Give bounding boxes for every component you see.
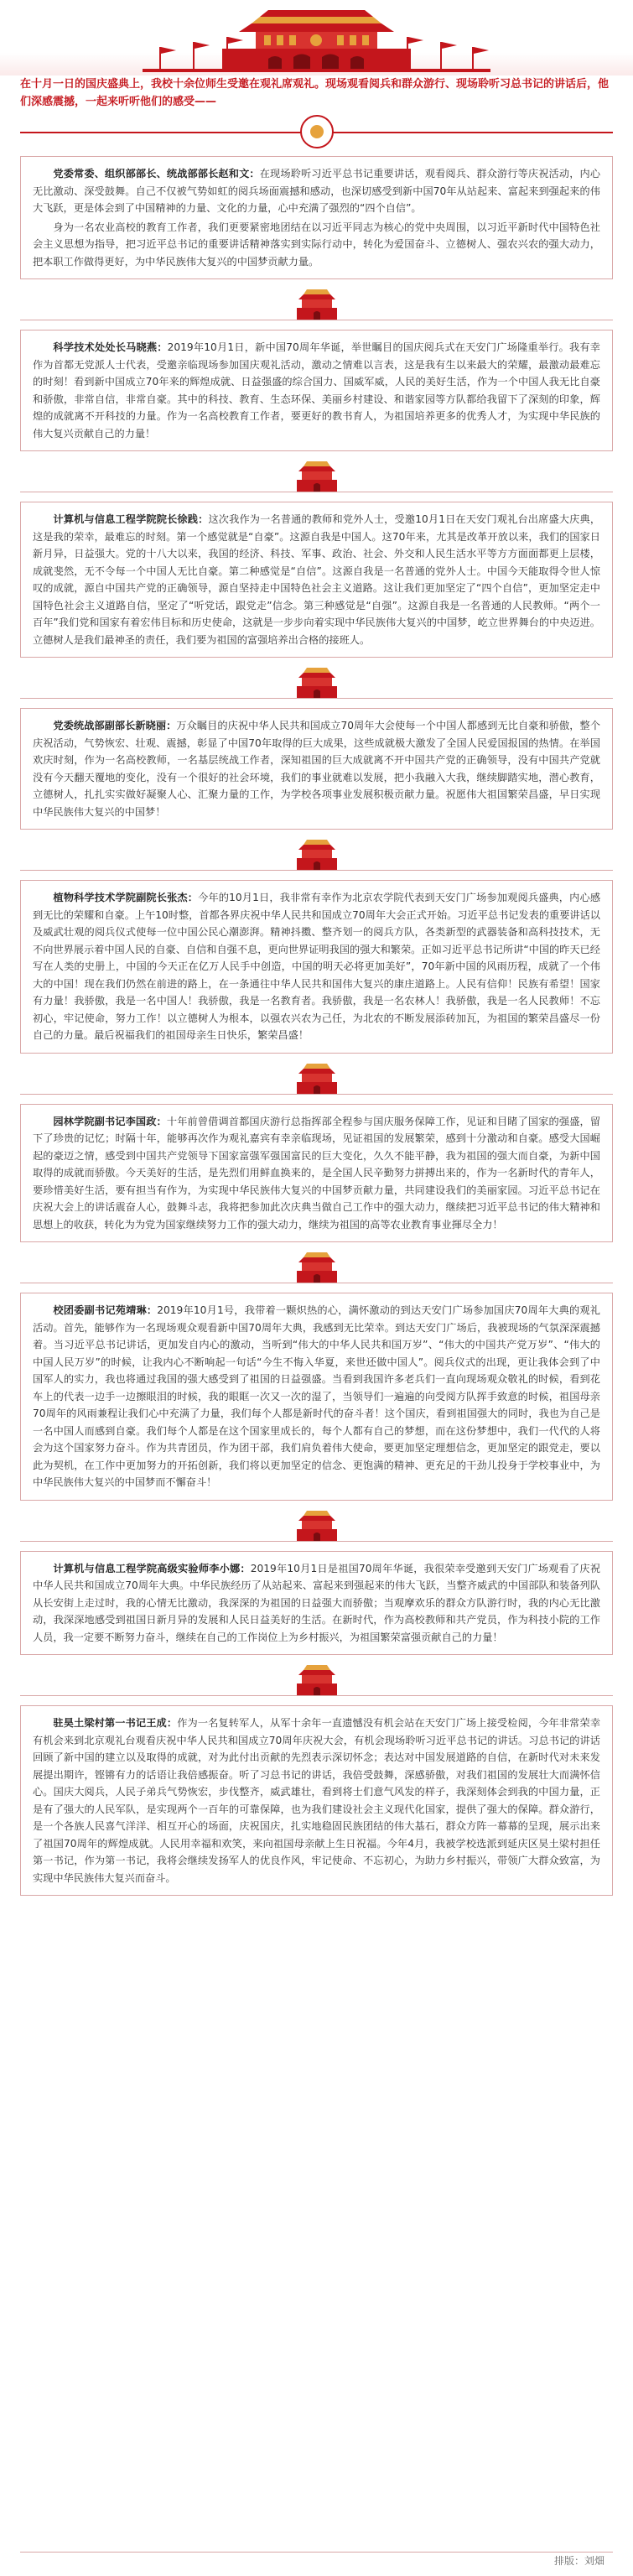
speech-paragraph xyxy=(33,1560,600,1647)
speeches-list xyxy=(0,153,633,1896)
paragraph-text: 在现场聆听习近平总书记重要讲话，观看阅兵、群众游行等庆祝活动，内心无比激动、深受鼓舞。自己不仅被气势如虹的阅兵场面震撼和感动，也深切感受到新中国70年从站起来、富起来到强起来的伟大飞跃，更是体会到了中国精神的力量、文化的力量，心中充满了强烈的“四个自信”。 xyxy=(33,168,601,214)
speech-card xyxy=(20,330,613,451)
paragraph-text: 身为一名农业高校的教育工作者，我们更要紧密地团结在以习近平同志为核心的党中央周围，以习近平新时代中国特色社会主义思想为指导，把习近平总书记的重要讲话精神落实到实际行动中，转化为爱国奋斗、立德树人、强农兴农的强大动力，把本职工作做得更好，为中华民族伟大复兴的中国梦贡献力量。 xyxy=(33,221,600,268)
paragraph-text: 这次我作为一名普通的教师和党外人士，受邀10月1日在天安门观礼台出席盛大庆典，这是我的荣幸，最难忘的时刻。第一个感觉就是“自豪”。这源自我是中国人。这70年来，尤其是改革开放以来，我们的国家日新月异，日益强大。党的十八大以来，我国的经济、科技、军事、政治、社会、外交和人民生活水平等方方面面都更上层楼，成就斐然，无不令每一个中国人无比自豪。第二种感觉是“自信”。这源自我是一名普通的党外人士。中国今天能取得令世人惊叹的成就，源自中国共产党的正确领导，源自坚持走中国特色社会主义道路。这让我们更加坚定了“四个自信”，更加坚定走中国特色社会主义道路自信，坚定了“听党话，跟党走”信念。第三种感觉是“自强”。这源自我是一名普通的人民教师。“两个一百年”我们党和国家有着宏伟目标和历史使命，这就是一步步向着实现中华民族伟大复兴的中国梦，屹立世界舞台的中央迈进。立德树人是我们最神圣的责任，我们要为祖国的富强培养出合格的接班人。 xyxy=(33,513,601,646)
speaker-name: 驻昊土梁村第一书记王成： xyxy=(53,1717,178,1729)
speaker-name: 计算机与信息工程学院高级实验师李小娜： xyxy=(53,1562,251,1574)
medal-icon xyxy=(300,115,334,148)
paragraph-text: 2019年10月1日，新中国70周年华诞，举世瞩目的国庆阅兵式在天安门广场隆重举行。我有幸作为首都无党派人士代表，受邀亲临现场参加国庆观礼活动，激动之情难以言表，这是我有生以来最大的荣耀，最激动最难忘的时刻！看到新中国成立70年来的辉煌成就、日益强盛的综合国力、国威军威，人民的美好生活，作为一个中国人我无比自豪和骄傲，非常自信，非常自豪。其中的科技、教育、生态环保、美丽乡村建设、和谐家园等方队都给我留下了深刻的印象，辉煌的成就离不开科技的力量。作为一名高校教育工作者，要更好的教书育人，为祖国培养更多的优秀人才，为实现中华民族的伟大复兴贡献自己的力量！ xyxy=(33,341,600,440)
footer-line xyxy=(20,2552,613,2553)
speaker-name: 科学技术处处长马晓燕： xyxy=(53,341,168,353)
section-separator xyxy=(0,1242,633,1293)
speaker-name: 党委统战部副部长新晓丽： xyxy=(53,720,177,731)
speech-card xyxy=(20,1551,613,1656)
speech-card xyxy=(20,1104,613,1243)
speaker-name: 校团委副书记苑靖琳： xyxy=(53,1304,158,1316)
tiananmen-mini-icon xyxy=(292,286,342,323)
paragraph-text: 2019年10月1日是祖国70周年华诞，我很荣幸受邀到天安门广场观看了庆祝中华人民共和国成立70周年大典。中华民族经历了从站起来、富起来到强起来的伟大飞跃，当整齐威武的中国部队和装备列队从长安街上走过时，我的心情无比激动，我深深的为祖国的日益强大而骄傲；当观摩欢乐的群众方队游行时，我的内心无比激动，我深深地感受到祖国日新月异的发展和人民日益美好的生活。在新时代，作为高校教师和共产党员，作为科技小院的工作人员，我一定要不断努力奋斗，继续在自己的工作岗位上为乡村振兴，为祖国繁荣富强贡献自己的力量！ xyxy=(33,1562,601,1643)
tiananmen-mini-icon xyxy=(292,836,342,873)
tiananmen-mini-icon xyxy=(292,1249,342,1286)
speech-card xyxy=(20,502,613,658)
tiananmen-gate-icon xyxy=(143,5,490,72)
speech-card xyxy=(20,156,613,279)
section-separator xyxy=(0,658,633,708)
editor-credit: 排版：刘畑 xyxy=(553,2555,604,2567)
section-separator xyxy=(0,279,633,330)
tiananmen-mini-icon xyxy=(292,458,342,495)
section-separator xyxy=(0,1655,633,1705)
speech-paragraph xyxy=(33,339,600,442)
tiananmen-mini-icon xyxy=(292,1060,342,1097)
speech-paragraph xyxy=(33,219,600,271)
section-separator xyxy=(0,830,633,880)
speech-paragraph xyxy=(33,1715,600,1886)
speech-paragraph xyxy=(33,1302,600,1491)
tiananmen-banner xyxy=(0,0,633,75)
intro-divider xyxy=(20,111,613,153)
section-separator xyxy=(0,1501,633,1551)
speaker-name: 植物科学技术学院副院长张杰： xyxy=(53,892,199,903)
intro-paragraph: 在十月一日的国庆盛典上，我校十余位师生受邀在观礼席观礼。现场观看阅兵和群众游行、现场聆听习总书记的讲话后，他们深感震撼，一起来听听他们的感受—— xyxy=(20,78,610,108)
speaker-name: 园林学院副书记李国政： xyxy=(53,1115,167,1127)
paragraph-text: 作为一名复转军人，从军十余年一直遗憾没有机会站在天安门广场上接受检阅，今年非常荣幸有机会来到北京观礼台观看庆祝中华人民共和国成立70周年庆祝大会，有机会现场聆听习近平总书记的讲话。习总书记的讲话回顾了新中国的建立以及取得的成就，对为此付出贡献的先烈表示深切怀念；表达对中国发展道路的自信，在新时代对未来发展提出期许，铿锵有力的话语让我倍感振奋。听了习总书记的讲话，我倍受鼓舞，深感骄傲，对我们祖国的发展壮大而满怀信心。国庆大阅兵，人民子弟兵气势恢宏，步伐整齐，威武雄壮，看到将士们意气风发的样子，我深刻体会到我的中国力量，正是有了强大的人民军队，是实现两个一百年的可靠保障，也为我们建设社会主义现代化国家，提供了强大的保障。群众游行，是一个各族人民喜气洋洋、相互开心的场面，庆祝国庆，扎实地稳固民族团结的伟大基石，群众方阵一幕幕的呈现，展示出来了祖国70周年的辉煌成就。人民用幸福和欢笑，来向祖国母亲献上生日祝福。今年4月，我被学校选派到延庆区昊土梁村担任第一书记，作为第一书记，我将会继续发扬军人的优良作风，牢记使命、不忘初心，为助力乡村振兴，带领广大群众致富，为实现中华民族伟大复兴而奋斗。 xyxy=(33,1717,601,1884)
speaker-name: 党委常委、组织部部长、统战部部长赵和文： xyxy=(53,168,260,180)
paragraph-text: 今年的10月1日，我非常有幸作为北京农学院代表到天安门广场参加观阅兵盛典，内心感到无比的荣耀和自豪。上午10时整，首都各界庆祝中华人民共和国成立70周年大会正式开始。习近平总书记发表的重要讲话以及威武壮观的阅兵仪式使每一位中国公民心潮澎湃。精神抖擞、整齐划一的阅兵方队，各类新型的武器装备和高科技技术，无不向世界展示着中国人民的自豪、自信和自强不息，更向世界证明我国的强大和繁荣。正如习近平总书记所讲“中国的昨天已经写在人类的史册上，中国的今天正在亿万人民手中创造，中国的明天必将更加美好”，70年新中国的风雨历程，成就了一个伟大的中国！现在我们仍然在前进的路上，在一条通往中华人民共和国伟大复兴的康庄道路上。人民有信仰！民族有希望！国家有力量！我骄傲，我是一名中国人！我骄傲，我是一名教育者。我骄傲，我是一名农林人！我骄傲，我是一名人民教师！不忘初心，牢记使命，努力工作！以立德树人为根本，以强农兴农为己任，为北农的不断发展添砖加瓦，为祖国的繁荣昌盛尽一份自己的力量。最后祝福我们的祖国母亲生日快乐，繁荣昌盛！ xyxy=(33,892,601,1041)
section-separator xyxy=(0,451,633,502)
speech-card xyxy=(20,1705,613,1896)
speech-card xyxy=(20,880,613,1054)
speaker-name: 计算机与信息工程学院院长徐践： xyxy=(53,513,209,525)
speech-paragraph xyxy=(33,717,600,820)
tiananmen-mini-icon xyxy=(292,1507,342,1544)
paragraph-text: 2019年10月1号，我带着一颗炽热的心，满怀激动的到达天安门广场参加国庆70周年大典的观礼活动。首先，能够作为一名现场观众观看新中国70周年大典，我感到无比荣幸。到达天安门广场后，我被现场的气氛深深震撼着。当习近平总书记讲话，更加发自内心的激动，当听到“伟大的中华人民共和国万岁”、“伟大的中国共产党万岁”、“伟大的中国人民万岁”的时候，让我内心不断响起一句话“今生不悔入华夏，来世还做中国人”。阅兵仪式的出现，更让我体会到了中国军人的实力，我也将通过我国的强大感受到了祖国的日益强盛。当看到我国许多老兵们一直向现场观众敬礼的时候，看到花车上的代表一边手一边擦眼泪的时候，我的眼眶一次又一次的湿了，当领导们一遍遍的向受阅方队挥手致意的时候，祖国母亲70周年的风雨兼程让我们心中充满了力量，我们每个人都是新时代的奋斗者！这个国庆，看到祖国强大的同时，我也为自己是一名中国人而感到自豪。我们每个人都是在这个国家里成长的，每个人都有自己的梦想，而在这份梦想中，我们一代代的人将会为这个国家努力奋斗。作为共青团员，作为团干部，我们肩负着伟大使命，要更加坚定理想信念，更加坚定的跟党走，要以此为契机，在工作中更加努力的开拓创新，我们将以更加坚定的信念、更饱满的精神、更充足的干劲儿投身于学校事业中，为中华民族伟大复兴的中国梦而不懈奋斗！ xyxy=(33,1304,600,1488)
section-separator xyxy=(0,1054,633,1104)
speech-paragraph xyxy=(33,165,600,217)
speech-paragraph xyxy=(33,511,600,648)
paragraph-text: 十年前曾借调首都国庆游行总指挥部全程参与国庆服务保障工作，见证和目睹了国家的强盛，留下了珍贵的记忆；时隔十年，能够再次作为观礼嘉宾有幸亲临现场，见证祖国的发展繁荣，感到十分激动和自豪。感受大国崛起的豪迈之情，感受到中国共产党领导下国家富强军强国富民的巨大变化，久久不能平静，我为祖国的强大而自豪，为新中国取得的成就而骄傲。今天美好的生活，是先烈们用鲜血换来的，是全国人民辛勤努力拼搏出来的，作为一名新时代的青年人，要珍惜美好生活，要有担当有作为，为实现中华民族伟大复兴的中国梦贡献力量，共同建设我们的美丽家园。习近平总书记在庆祝大会上的讲话震奋人心，鼓舞斗志，我将把参加此次庆典当做自己工作中的强大动力，继续把习近平总书记的伟大精神和思想上的收获，转化为为党为国家继续努力工作的强大动力，继续为祖国的高等农业教育事业揮尽全力！ xyxy=(33,1115,601,1231)
tiananmen-mini-icon xyxy=(292,1662,342,1699)
speech-paragraph xyxy=(33,1113,600,1234)
paragraph-text: 万众瞩目的庆祝中华人民共和国成立70周年大会使每一个中国人都感到无比自豪和骄傲，整个庆祝活动，气势恢宏、壮观、震撼，彰显了中国70年取得的巨大成果，这些成就极大激发了全国人民爱国报国的热情。在举国欢庆时刻，作为一名高校教师，一名基层统战工作者，深知祖国的巨大成就离不开中国共产党的正确领导，没有中国共产党就没有今天翻天覆地的变化，没有一个很好的社会环境，我们的事业就难以发展，把小我融入大我，继续脚踏实地，潜心教育，立德树人，扎扎实实做好凝聚人心、汇聚力量的工作，为学校各项事业发展积极贡献力量。祝愿伟大祖国繁荣昌盛，早日实现中华民族伟大复兴的中国梦！ xyxy=(33,720,601,818)
speech-card xyxy=(20,708,613,830)
speech-paragraph xyxy=(33,889,600,1044)
tiananmen-mini-icon xyxy=(292,664,342,701)
speech-card xyxy=(20,1293,613,1501)
